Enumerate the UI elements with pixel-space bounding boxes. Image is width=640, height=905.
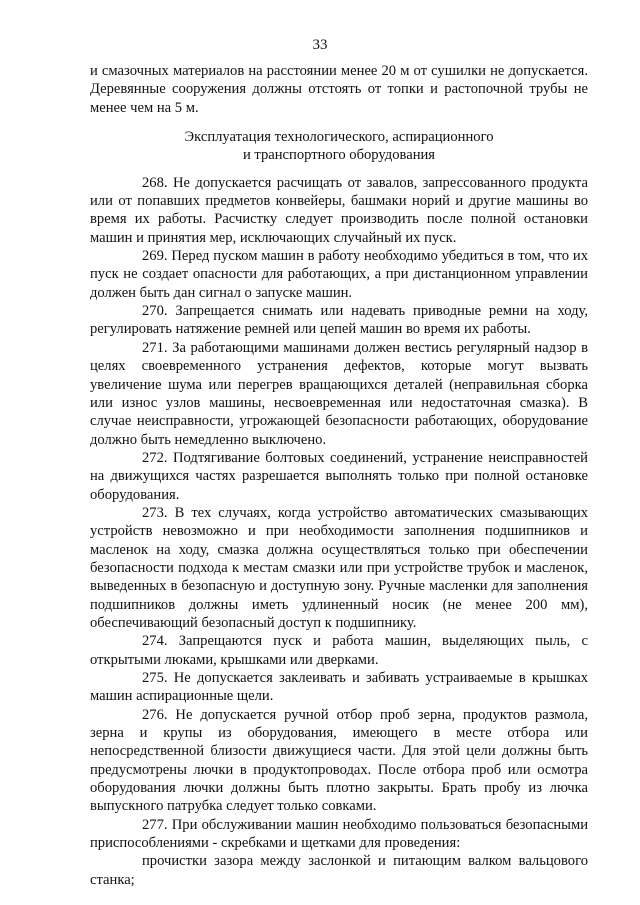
paragraph-277: 277. При обслуживании машин необходимо пользоваться безопасными приспособлениями - скребками и щетками для проведения: (90, 816, 588, 852)
intro-paragraph: и смазочных материалов на расстоянии менее 20 м от сушилки не допускается. Деревянные сооружения должны отстоять от топки и растопочной трубы не менее чем на 5 м. (90, 63, 588, 116)
section-heading (90, 128, 588, 165)
paragraph-275: 275. Не допускается заклеивать и забивать устраиваемые в крышках машин аспирационные щели. (90, 670, 588, 705)
section-heading-line-2: и транспортного оборудования (242, 147, 436, 164)
section-heading-line-1: Эксплуатация технологического, аспирационного (184, 129, 494, 146)
paragraph-269: 269. Перед пуском машин в работу необходимо убедиться в том, что их пуск не создает опасности для работающих, а при дистанционном управлении должен быть дан сигнал о запуске машин. (90, 248, 588, 301)
paragraph-273: 273. В тех случаях, когда устройство автоматических смазывающих устройств невозможно и при необходимости заполнения подшипников и масленок на ходу, смазка должна осуществляться только при обеспечении безопасности подхода к местам смазки или при устройстве трубок и масленок, выведенных в безопасную и доступную зону. Ручные масленки для заполнения подшипников должны иметь удлиненный носик (не менее 200 мм), обеспечивающий безопасный доступ к подшипнику. (90, 504, 588, 631)
paragraph-276: 276. Не допускается ручной отбор проб зерна, продуктов размола, зерна и крупы из оборудования, имеющего в месте отбора или непосредственной близости движущиеся части. Для этой цели должны быть предусмотрены лючки в продуктопроводах. После отбора проб или осмотра оборудования лючки должны быть плотно закрыты. Брать пробу из лючка выпускного патрубка следует только совками. (90, 706, 588, 815)
list-item-cleaning-gap: прочистки зазора между заслонкой и питающим валком вальцового станка; (90, 853, 588, 888)
paragraph-270: 270. Запрещается снимать или надевать приводные ремни на ходу, регулировать натяжение ремней или цепей машин во время их работы. (90, 303, 588, 338)
document-body (90, 62, 588, 889)
paragraph-268: 268. Не допускается расчищать от завалов, запрессованного продукта или от попавших предметов конвейеры, башмаки норий и другие машины во время их работы. Расчистку следует производить после полной остановки машин и принятия мер, исключающих случайный их пуск. (90, 174, 588, 246)
paragraph-272: 272. Подтягивание болтовых соединений, устранение неисправностей на движущихся частях разрешается выполнять только при полной остановке оборудования. (90, 449, 588, 503)
page-number: 33 (312, 37, 328, 53)
paragraph-274: 274. Запрещаются пуск и работа машин, выделяющих пыль, с открытыми люками, крышками или дверками. (90, 633, 588, 668)
paragraph-271: 271. За работающими машинами должен вестись регулярный надзор в целях своевременного устранения дефектов, которые могут вызвать увеличение шума или перегрев вращающихся деталей (неправильная сборка или износ узлов машины, несвоевременная или недостаточная смазка). В случае неисправности, угрожающей безопасности работающих, оборудование должно быть немедленно выключено. (90, 339, 588, 448)
